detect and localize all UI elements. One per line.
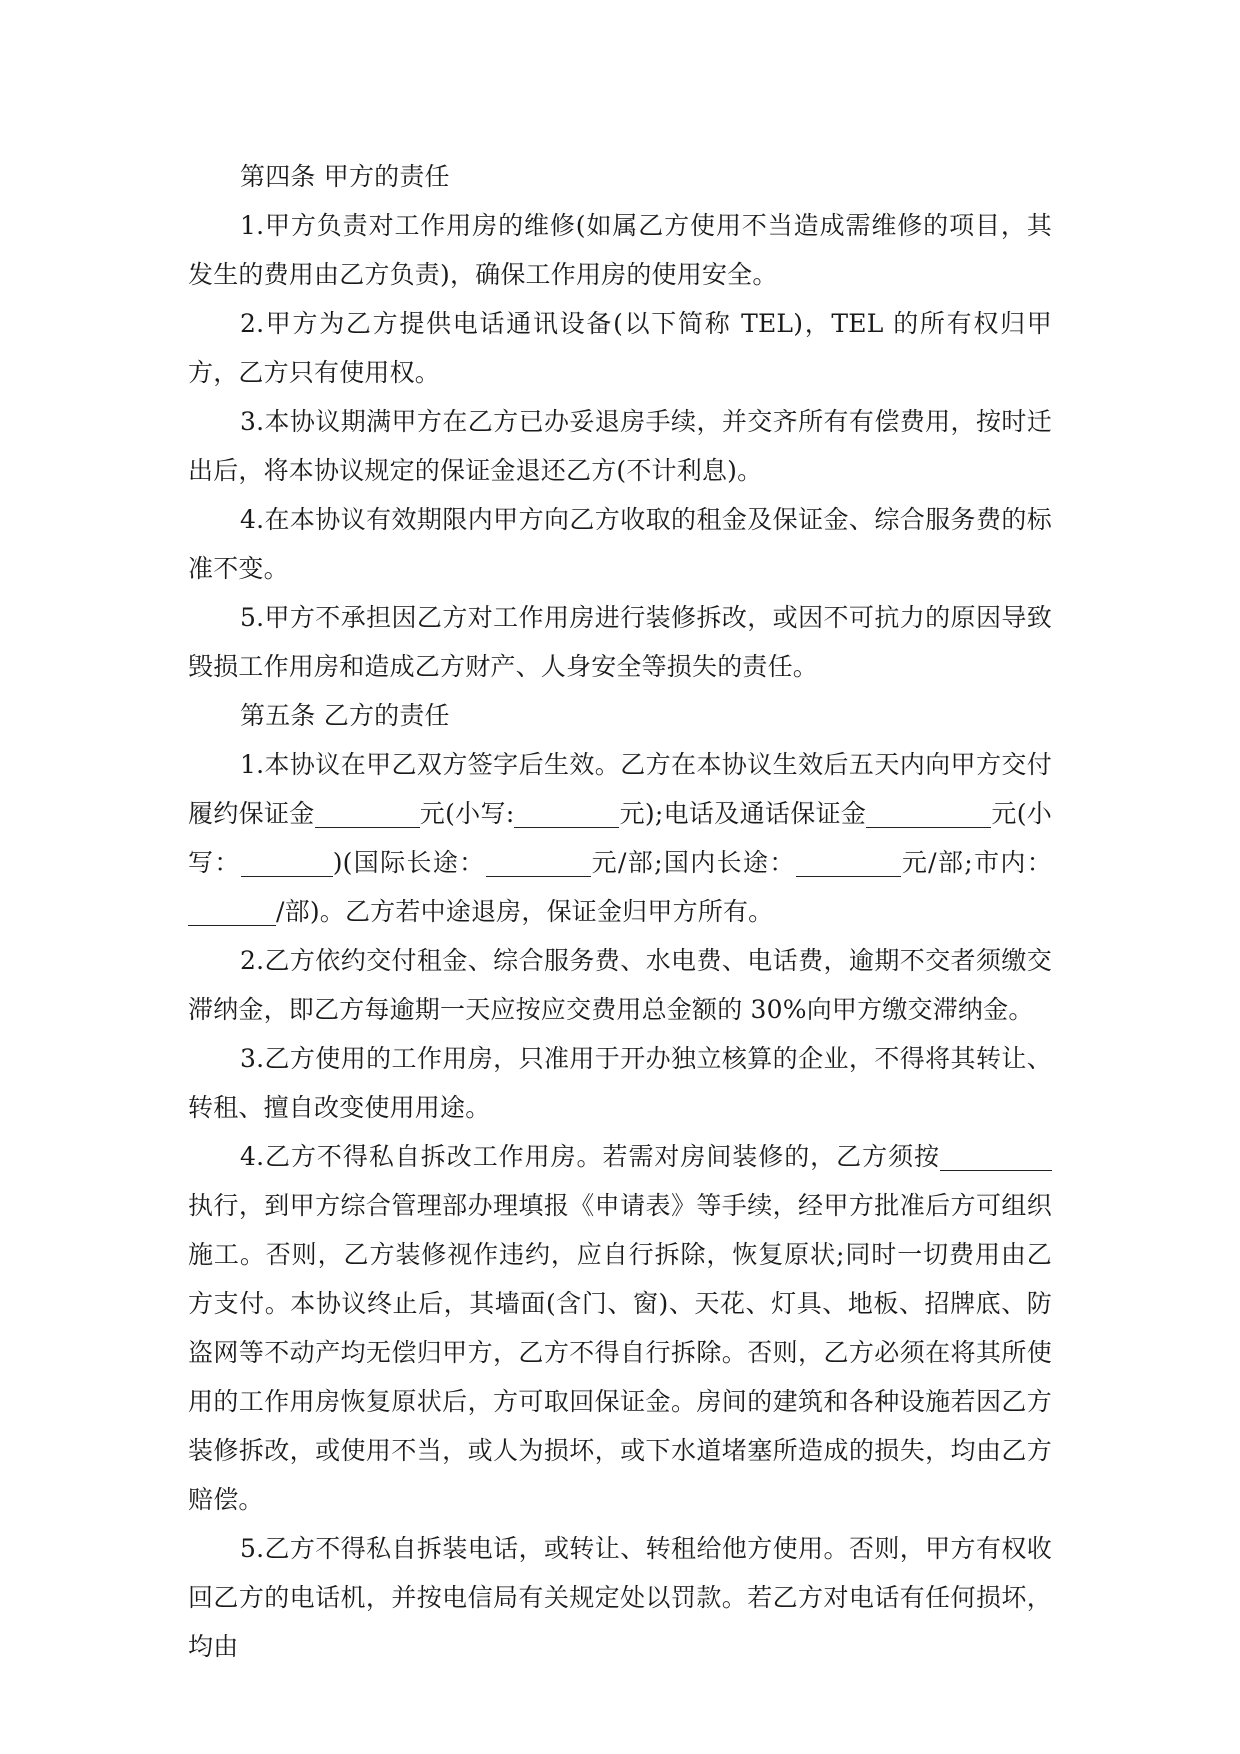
article-4-item-3: 3.本协议期满甲方在乙方已办妥退房手续，并交齐所有有偿费用，按时迁出后，将本协议规定的保证金退还乙方(不计利息)。 <box>188 407 1052 485</box>
item-1-text-c: 元);电话及通话保证金 <box>619 799 867 828</box>
article-5-heading: 第五条 乙方的责任 <box>240 701 450 730</box>
article-5-item-1 <box>188 740 1052 936</box>
article-4-item-1: 1.甲方负责对工作用房的维修(如属乙方使用不当造成需维修的项目，其发生的费用由乙方负责)，确保工作用房的使用安全。 <box>188 211 1052 289</box>
item-4-text-a: 4.乙方不得私自拆改工作用房。若需对房间装修的，乙方须按 <box>240 1142 940 1171</box>
international-call-blank[interactable] <box>486 849 591 876</box>
item-1-text-f: 元/部;国内长途： <box>590 848 796 877</box>
item-1-text-e: )(国际长途： <box>332 848 486 877</box>
article-5-item-4 <box>188 1132 1052 1524</box>
item-1-text-g: 元/部;市内： <box>900 848 1052 877</box>
article-5-item-5: 5.乙方不得私自拆装电话，或转让、转租给他方使用。否则，甲方有权收回乙方的电话机，并按电信局有关规定处以罚款。若乙方对电话有任何损坏，均由 <box>188 1534 1052 1661</box>
renovation-standard-blank[interactable] <box>940 1143 1052 1170</box>
article-4-item-4: 4.在本协议有效期限内甲方向乙方收取的租金及保证金、综合服务费的标准不变。 <box>188 505 1052 583</box>
item-1-text-a: 1.本协议在甲乙双方签字后生效。乙方在本协议生效后五天内向甲方交付履约保证金 <box>188 750 1052 828</box>
document-body <box>188 152 1052 1671</box>
item-1-text-h: /部)。乙方若中途退房，保证金归甲方所有。 <box>276 897 774 926</box>
deposit-blank[interactable] <box>315 800 420 827</box>
deposit-lowercase-blank[interactable] <box>514 800 619 827</box>
domestic-call-blank[interactable] <box>796 849 901 876</box>
phone-deposit-lowercase-blank[interactable] <box>241 849 333 876</box>
item-1-text-d: 元(小写： <box>188 799 1052 877</box>
article-4-heading: 第四条 甲方的责任 <box>240 162 450 191</box>
article-4-item-5: 5.甲方不承担因乙方对工作用房进行装修拆改，或因不可抗力的原因导致毁损工作用房和造成乙方财产、人身安全等损失的责任。 <box>188 603 1052 681</box>
item-1-text-b: 元(小写: <box>419 799 515 828</box>
article-5-item-2: 2.乙方依约交付租金、综合服务费、水电费、电话费，逾期不交者须缴交滞纳金，即乙方每逾期一天应按应交费用总金额的 30%向甲方缴交滞纳金。 <box>188 946 1052 1024</box>
local-call-blank[interactable] <box>188 898 276 925</box>
item-4-text-b: 执行，到甲方综合管理部办理填报《申请表》等手续，经甲方批准后方可组织施工。否则，乙方装修视作违约，应自行拆除，恢复原状;同时一切费用由乙方支付。本协议终止后，其墙面(含门、窗)、天花、灯具、地板、招牌底、防盗网等不动产均无偿归甲方，乙方不得自行拆除。否则，乙方必须在将其所使用的工作用房恢复原状后，方可取回保证金。房间的建筑和各种设施若因乙方装修拆改，或使用不当，或人为损坏，或下水道堵塞所造成的损失，均由乙方赔偿。 <box>188 1191 1052 1514</box>
article-5-item-3: 3.乙方使用的工作用房，只准用于开办独立核算的企业，不得将其转让、转租、擅自改变使用用途。 <box>188 1044 1052 1122</box>
article-4-item-2: 2.甲方为乙方提供电话通讯设备(以下简称 TEL)，TEL 的所有权归甲方，乙方只有使用权。 <box>188 309 1052 387</box>
phone-deposit-blank[interactable] <box>866 800 991 827</box>
